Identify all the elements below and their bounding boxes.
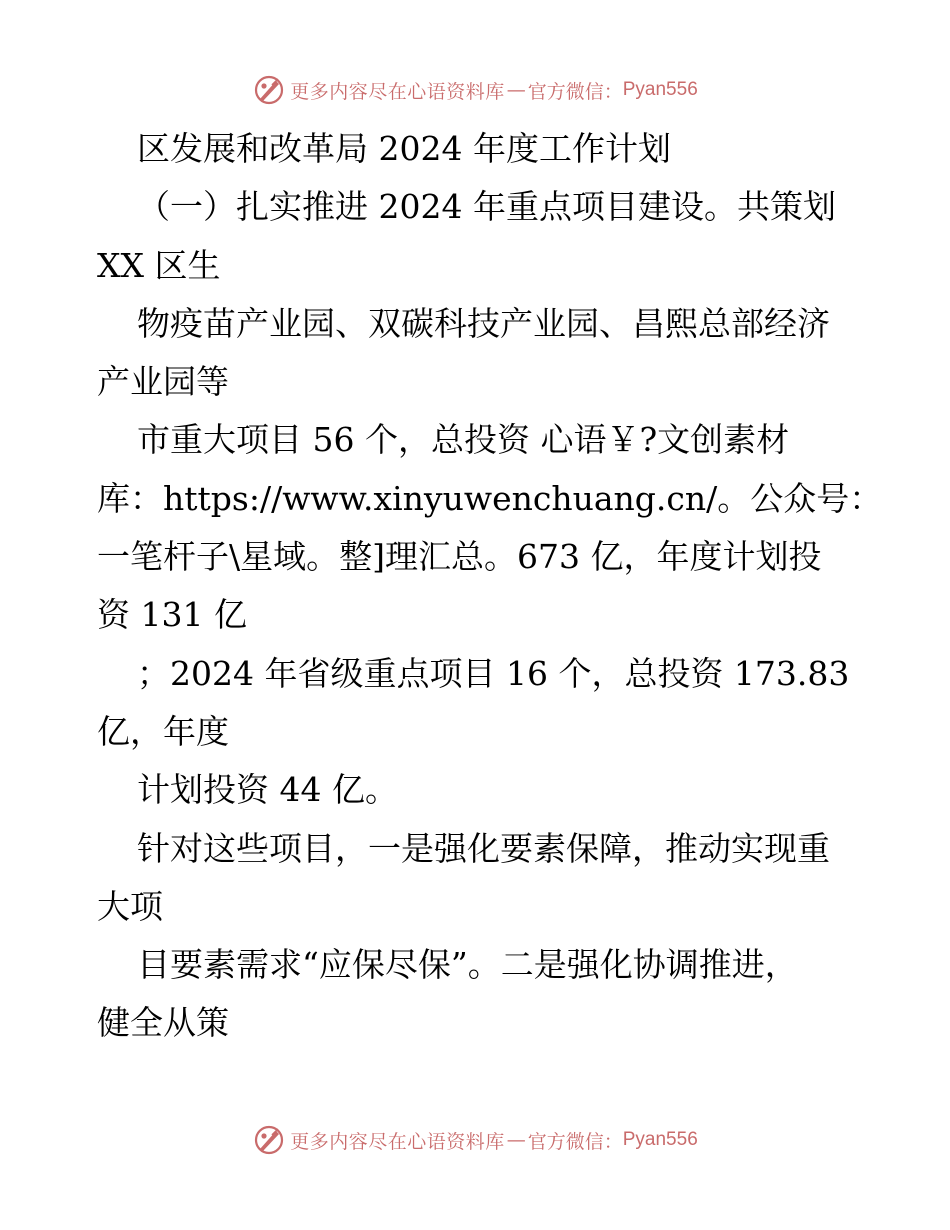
watermark-wechat-id: Pyan556 [622, 79, 698, 100]
quill-logo-icon [252, 1123, 286, 1157]
text-line: 针对这些项目，一是强化要素保障，推动实现重 [137, 828, 830, 868]
text-line: 市重大项目 56 个，总投资 心语￥?文创素材 [137, 420, 790, 460]
text-line: 亿，年度 [97, 711, 229, 751]
text-line: 一笔杆子\星域。整]理汇总。673 亿，年度计划投 [97, 537, 822, 577]
watermark-text: 更多内容尽在心语资料库 [290, 80, 505, 103]
text-line: 产业园等 [97, 362, 229, 402]
text-line: 资 131 亿 [97, 595, 247, 635]
watermark-wechat-label: 官方微信： [527, 80, 623, 103]
text-line: 库：https://www.xinyuwenchuang.cn/。公众号： [97, 478, 883, 518]
document-body [97, 120, 883, 1053]
watermark-wechat-label: 官方微信： [527, 1130, 623, 1153]
text-line: 物疫苗产业园、双碳科技产业园、昌熙总部经济 [137, 303, 830, 343]
text-line: 健全从策 [97, 1003, 229, 1043]
footer-watermark [0, 1120, 950, 1160]
header-watermark [0, 70, 950, 110]
watermark-separator: — [506, 1129, 526, 1151]
text-line: 计划投资 44 亿。 [137, 770, 398, 810]
text-line: 目要素需求“应保尽保”。二是强化协调推进， [137, 945, 798, 985]
text-line: 区发展和改革局 2024 年度工作计划 [137, 129, 671, 168]
watermark-text: 更多内容尽在心语资料库 [290, 1130, 505, 1153]
text-line: 大项 [97, 886, 163, 926]
text-line: （一）扎实推进 2024 年重点项目建设。共策划 [137, 187, 836, 227]
watermark-wechat-id: Pyan556 [622, 1129, 698, 1150]
watermark-separator: — [506, 79, 526, 101]
text-line: ；2024 年省级重点项目 16 个，总投资 173.83 [137, 653, 850, 693]
quill-logo-icon [252, 73, 286, 107]
text-line: XX 区生 [97, 245, 221, 285]
